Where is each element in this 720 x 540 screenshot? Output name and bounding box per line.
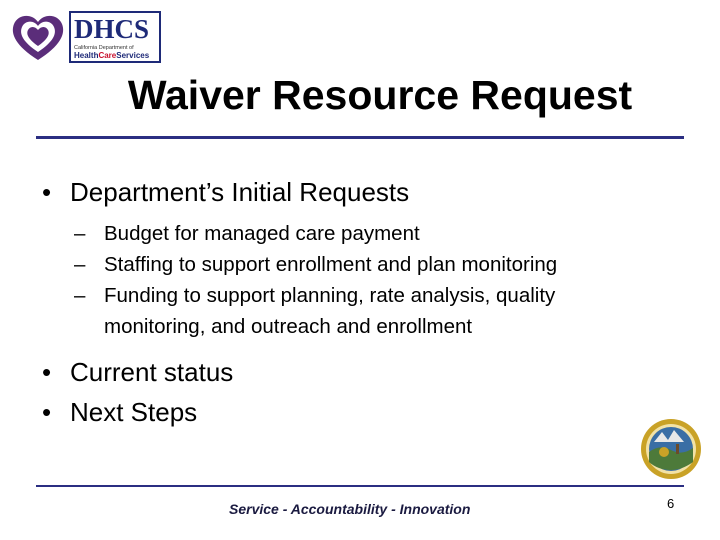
sub-list: [42, 218, 682, 342]
bullet-icon: •: [42, 177, 52, 207]
slide-content: [42, 176, 682, 428]
svg-text:HealthCareServices: HealthCareServices: [74, 51, 150, 60]
sub-bullet-item: [42, 218, 682, 249]
bullet-text: Next Steps: [70, 397, 198, 427]
svg-text:DHCS: DHCS: [74, 14, 150, 44]
title-divider: [36, 136, 684, 139]
footer-divider: [36, 485, 684, 487]
sub-bullet-text: monitoring, and outreach and enrollment: [104, 315, 473, 338]
svg-text:California Department of: California Department of: [74, 45, 134, 51]
bullet-icon: •: [42, 397, 52, 427]
sub-bullet-item: [42, 280, 682, 311]
sub-bullet-item: [42, 249, 682, 280]
page-number: 6: [667, 496, 675, 511]
dash-icon: –: [74, 284, 86, 307]
bullet-item: [42, 396, 682, 428]
footer-tagline: Service - Accountability - Innovation: [229, 501, 471, 517]
slide-title: Waiver Resource Request: [127, 72, 633, 118]
bullet-text: Department’s Initial Requests: [70, 177, 410, 207]
sub-bullet-text: Funding to support planning, rate analysis, quality: [104, 284, 556, 307]
bullet-item: [42, 176, 682, 208]
bullet-icon: •: [42, 357, 52, 387]
bullet-text: Current status: [70, 357, 234, 387]
state-seal-icon: [640, 418, 702, 480]
dhcs-logo: [8, 8, 164, 66]
dash-icon: –: [74, 253, 86, 276]
bullet-item: [42, 356, 682, 388]
sub-bullet-continuation: [42, 311, 682, 342]
dash-icon: –: [74, 222, 86, 245]
sub-bullet-text: Budget for managed care payment: [104, 222, 420, 245]
sub-bullet-text: Staffing to support enrollment and plan monitoring: [104, 253, 558, 276]
